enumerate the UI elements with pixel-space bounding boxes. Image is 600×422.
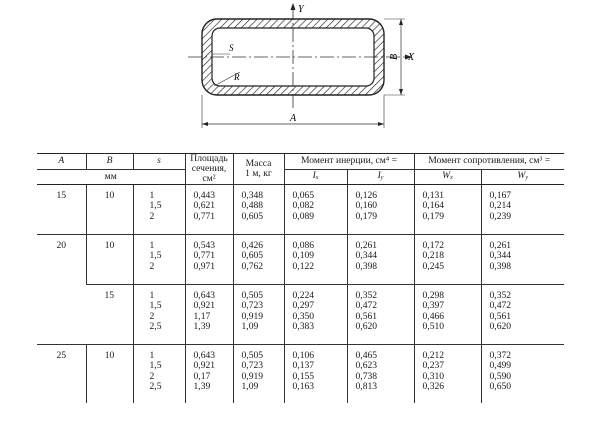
cell-value: 0,167 — [489, 190, 512, 201]
cell-iy — [347, 235, 414, 285]
cell-value: 2,5 — [149, 321, 162, 333]
header-b: B — [86, 154, 133, 170]
cell-s — [133, 235, 185, 285]
cell-value: 0,505 — [241, 350, 264, 361]
cell-value: 0,590 — [489, 370, 512, 382]
cell-iy — [347, 185, 414, 235]
cell-value: 0,723 — [241, 300, 264, 312]
cell-wy — [481, 345, 564, 403]
cell-value: 0,298 — [422, 290, 445, 301]
cell-value: 1,5 — [149, 200, 162, 212]
cell-s — [133, 345, 185, 403]
header-mm-units: мм — [37, 170, 185, 185]
cell-value: 0,137 — [292, 360, 315, 372]
cell-value: 0,921 — [193, 360, 216, 372]
cell-mass — [233, 285, 284, 345]
cell-value: 0,218 — [422, 250, 445, 262]
cell-value: 0,771 — [193, 250, 216, 262]
cell-value: 1 — [149, 240, 155, 251]
cell-area — [185, 185, 233, 235]
dimension-a-label: A — [290, 113, 297, 124]
cell-value: 1,09 — [241, 381, 259, 393]
cell-value: 1 — [149, 290, 155, 301]
cell-value: 0,443 — [193, 190, 216, 201]
header-moment-of-inertia: Момент инерции, см⁴ = — [284, 154, 414, 170]
cell-a: 15 — [37, 185, 86, 235]
cell-value: 0,310 — [422, 370, 445, 382]
header-area-line1: Площадь — [190, 153, 228, 164]
cell-wx — [414, 285, 481, 345]
cell-b: 10 — [86, 345, 133, 403]
cell-value: 0,155 — [292, 370, 315, 382]
cell-value: 0,398 — [355, 260, 378, 272]
cell-value: 0,106 — [292, 350, 315, 361]
axis-y-arrow — [291, 3, 296, 10]
cell-value: 2 — [149, 370, 155, 382]
cell-ix — [284, 345, 347, 403]
cell-value: 0,643 — [193, 350, 216, 361]
cell-value: 0,245 — [422, 260, 445, 272]
cell-ix — [284, 285, 347, 345]
cell-value: 0,163 — [292, 381, 315, 393]
cell-value: 0,561 — [355, 310, 378, 322]
cell-value: 0,919 — [241, 370, 264, 382]
cell-value: 0,543 — [193, 240, 216, 251]
cell-value: 0,224 — [292, 290, 315, 301]
cell-value: 2,5 — [149, 381, 162, 393]
tube-specification-table — [37, 153, 564, 403]
cell-value: 0,465 — [355, 350, 378, 361]
cell-value: 1 — [149, 190, 155, 201]
cell-value: 0,397 — [422, 300, 445, 312]
cell-value: 0,623 — [355, 360, 378, 372]
cell-value: 0,326 — [422, 381, 445, 393]
axis-y-label: Y — [298, 4, 304, 15]
cell-value: 0,261 — [355, 240, 378, 251]
cell-value: 2 — [149, 210, 155, 222]
cell-value: 0,499 — [489, 360, 512, 372]
cell-value: 2 — [149, 310, 155, 322]
cell-wy — [481, 185, 564, 235]
cell-value: 0,762 — [241, 260, 264, 272]
cell-value: 0,352 — [489, 290, 512, 301]
cell-area — [185, 285, 233, 345]
cell-value: 0,771 — [193, 210, 216, 222]
cell-value: 0,122 — [292, 260, 315, 272]
axis-x-label: X — [408, 52, 415, 63]
cell-value: 0,650 — [489, 381, 512, 393]
header-s: s — [133, 154, 185, 170]
cell-area — [185, 345, 233, 403]
radius-label: R — [234, 72, 240, 82]
cell-value: 0,643 — [193, 290, 216, 301]
cell-value: 0,179 — [355, 210, 378, 222]
cell-a: 25 — [37, 345, 86, 403]
cell-ix — [284, 235, 347, 285]
cell-value: 2 — [149, 260, 155, 272]
table-row — [37, 285, 564, 345]
header-area — [185, 154, 233, 185]
cell-wx — [414, 185, 481, 235]
cell-iy — [347, 285, 414, 345]
cell-value: 0,561 — [489, 310, 512, 322]
header-mass — [233, 154, 284, 185]
cell-value: 0,131 — [422, 190, 445, 201]
header-mass-line1: Масса — [245, 158, 272, 169]
header-wx: Wx — [414, 170, 481, 185]
cell-value: 0,344 — [355, 250, 378, 262]
cell-value: 0,398 — [489, 260, 512, 272]
cell-value: 1,39 — [193, 321, 211, 333]
cell-value: 0,621 — [193, 200, 216, 212]
cell-value: 0,510 — [422, 321, 445, 333]
cell-value: 0,921 — [193, 300, 216, 312]
wall-thickness-label: S — [229, 43, 234, 53]
cell-value: 0,179 — [422, 210, 445, 222]
cell-value: 0,620 — [489, 321, 512, 333]
cell-iy — [347, 345, 414, 403]
cell-value: 0,605 — [241, 210, 264, 222]
cell-value: 0,505 — [241, 290, 264, 301]
cell-value: 0,297 — [292, 300, 315, 312]
cell-value: 0,126 — [355, 190, 378, 201]
header-area-line3: см² — [202, 173, 216, 184]
table-row — [37, 185, 564, 235]
cell-value: 0,723 — [241, 360, 264, 372]
cell-value: 0,344 — [489, 250, 512, 262]
cell-value: 0,466 — [422, 310, 445, 322]
cell-s — [133, 285, 185, 345]
cell-value: 0,971 — [193, 260, 216, 272]
cell-value: 0,813 — [355, 381, 378, 393]
header-wy: Wy — [481, 170, 564, 185]
cell-mass — [233, 185, 284, 235]
cell-value: 0,212 — [422, 350, 445, 361]
cell-mass — [233, 345, 284, 403]
cell-ix — [284, 185, 347, 235]
cell-value: 0,239 — [489, 210, 512, 222]
header-mass-line2: 1 м, кг — [245, 168, 272, 179]
cell-value: 0,082 — [292, 200, 315, 212]
cell-value: 1,5 — [149, 360, 162, 372]
table-row — [37, 235, 564, 285]
cell-wy — [481, 235, 564, 285]
cell-value: 0,237 — [422, 360, 445, 372]
cell-wx — [414, 345, 481, 403]
cell-value: 0,17 — [193, 370, 211, 382]
cell-wy — [481, 285, 564, 345]
cell-value: 0,350 — [292, 310, 315, 322]
cell-value: 0,261 — [489, 240, 512, 251]
table-row — [37, 345, 564, 403]
cell-value: 0,109 — [292, 250, 315, 262]
cell-b: 10 — [86, 235, 133, 285]
dimension-b-label: B — [389, 53, 400, 60]
cell-value: 0,160 — [355, 200, 378, 212]
cell-b: 10 — [86, 185, 133, 235]
tube-cross-section-drawing — [0, 0, 600, 150]
header-iy: Iy — [347, 170, 414, 185]
cell-value: 0,372 — [489, 350, 512, 361]
header-a: A — [37, 154, 86, 170]
cell-value: 1 — [149, 350, 155, 361]
cell-value: 0,065 — [292, 190, 315, 201]
cell-value: 0,164 — [422, 200, 445, 212]
cell-value: 0,472 — [489, 300, 512, 312]
cell-area — [185, 235, 233, 285]
cell-b: 15 — [86, 285, 133, 345]
header-ix: Ix — [284, 170, 347, 185]
cell-value: 0,738 — [355, 370, 378, 382]
cell-value: 0,605 — [241, 250, 264, 262]
cell-value: 0,426 — [241, 240, 264, 251]
cell-a: 20 — [37, 235, 86, 345]
cell-value: 0,352 — [355, 290, 378, 301]
cell-s — [133, 185, 185, 235]
cell-value: 1,39 — [193, 381, 211, 393]
cell-value: 0,488 — [241, 200, 264, 212]
cell-wx — [414, 235, 481, 285]
cell-value: 0,348 — [241, 190, 264, 201]
cell-value: 1,09 — [241, 321, 259, 333]
header-area-line2: сечения, — [191, 163, 227, 174]
cell-value: 0,383 — [292, 321, 315, 333]
cell-value: 0,472 — [355, 300, 378, 312]
cell-value: 0,214 — [489, 200, 512, 212]
cell-value: 0,172 — [422, 240, 445, 251]
cell-value: 1,17 — [193, 310, 211, 322]
header-section-modulus: Момент сопротивления, см³ = — [414, 154, 564, 170]
cell-value: 0,620 — [355, 321, 378, 333]
cell-mass — [233, 235, 284, 285]
cell-value: 0,089 — [292, 210, 315, 222]
cell-value: 1,5 — [149, 250, 162, 262]
cell-value: 1,5 — [149, 300, 162, 312]
cell-value: 0,919 — [241, 310, 264, 322]
cell-value: 0,086 — [292, 240, 315, 251]
